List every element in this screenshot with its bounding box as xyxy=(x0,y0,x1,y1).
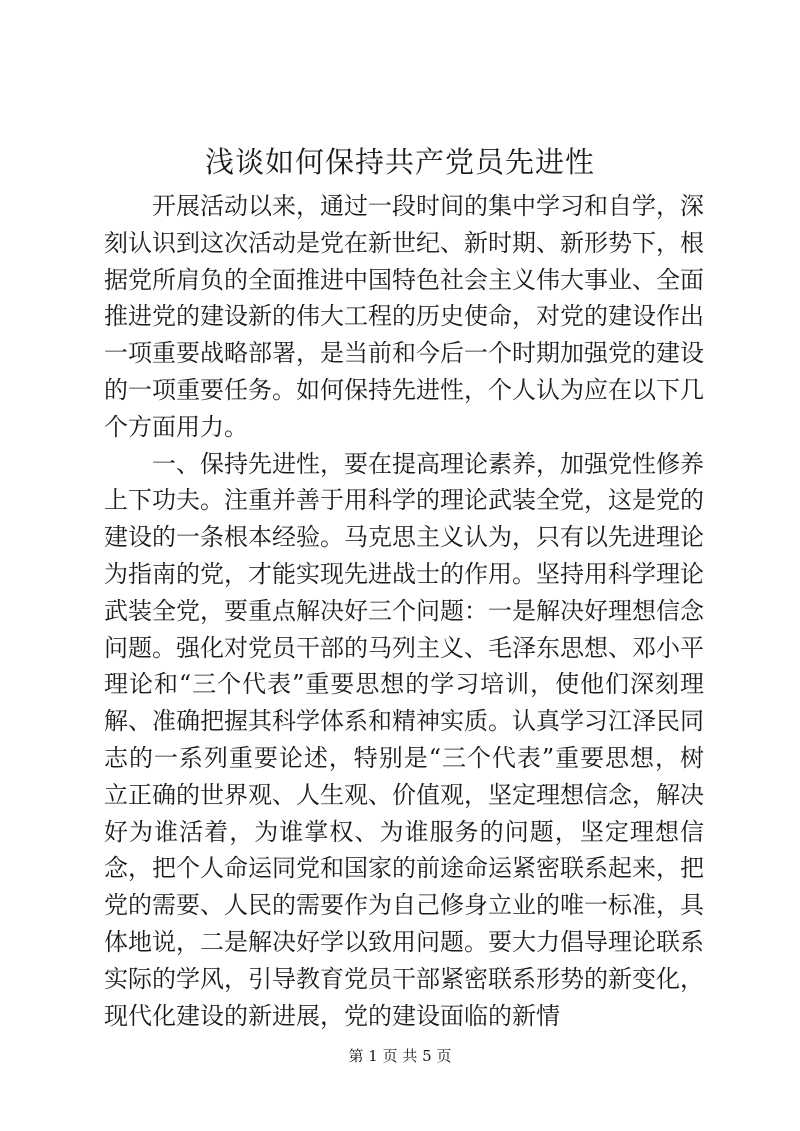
paragraph-section-one: 一、保持先进性，要在提高理论素养，加强党性修养上下功夫。注重并善于用科学的理论武装全党，这是党的建设的一条根本经验。马克思主义认为，只有以先进理论为指南的党，才能实现先进战士的作用。坚持用科学理论武装全党，要重点解决好三个问题：一是解决好理想信念问题。强化对党员干部的马列主义、毛泽东思想、邓小平理论和“三个代表”重要思想的学习培训，使他们深刻理解、准确把握其科学体系和精神实质。认真学习江泽民同志的一系列重要论述，特别是“三个代表”重要思想，树立正确的世界观、人生观、价值观，坚定理想信念，解决好为谁活着，为谁掌权、为谁服务的问题，坚定理想信念，把个人命运同党和国家的前途命运紧密联系起来，把党的需要、人民的需要作为自己修身立业的唯一标准，具体地说，二是解决好学以致用问题。要大力倡导理论联系实际的学风，引导教育党员干部紧密联系形势的新变化，现代化建设的新进展，党的建设面临的新情 xyxy=(104,449,704,1030)
page-footer: 第 1 页 共 5 页 xyxy=(348,1047,452,1065)
paragraph-intro: 开展活动以来，通过一段时间的集中学习和自学，深刻认识到这次活动是党在新世纪、新时期、新形势下，根据党所肩负的全面推进中国特色社会主义伟大事业、全面推进党的建设新的伟大工程的历史使命，对党的建设作出一项重要战略部署，是当前和今后一个时期加强党的建设的一项重要任务。如何保持先进性，个人认为应在以下几个方面用力。 xyxy=(104,192,704,441)
document-body xyxy=(104,188,704,1034)
document-title: 浅谈如何保持共产党员先进性 xyxy=(204,145,595,179)
